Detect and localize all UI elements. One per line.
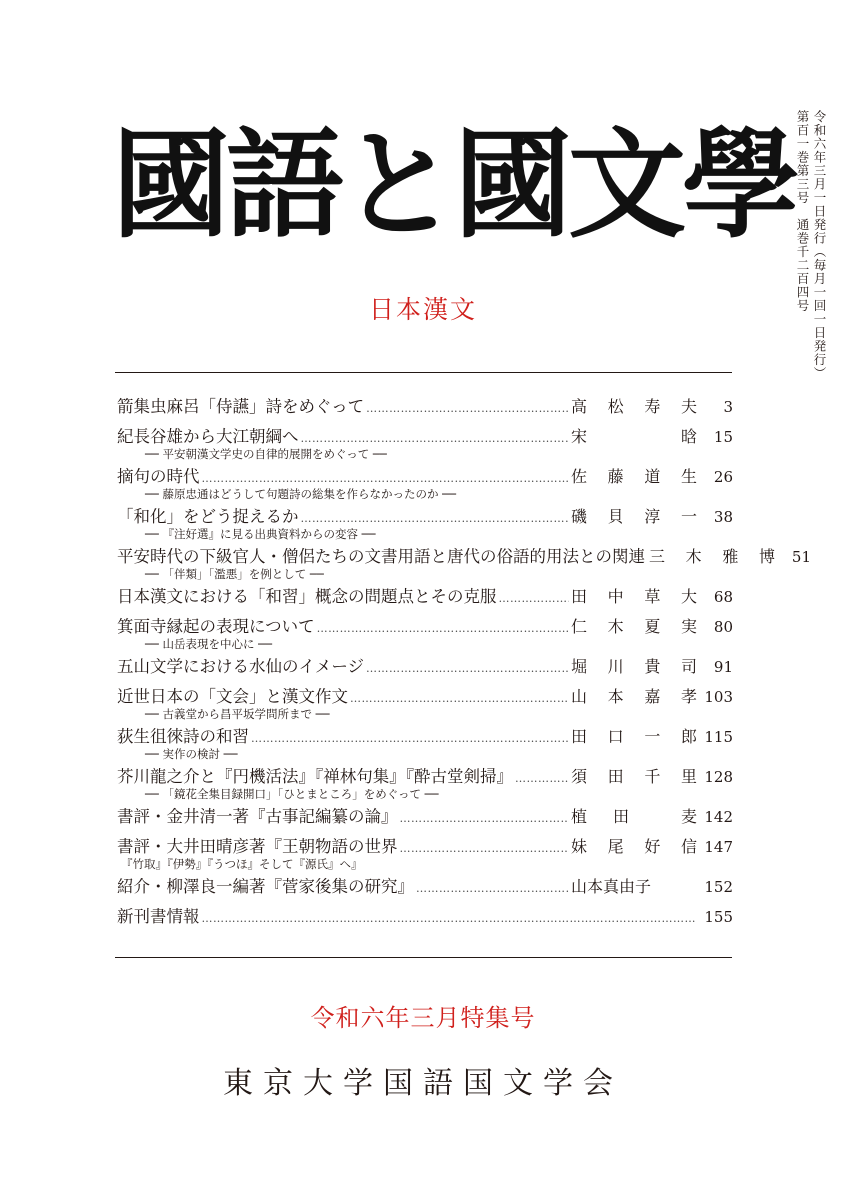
author-char: 堀	[571, 657, 588, 676]
toc-entry	[117, 653, 733, 683]
feature-issue-label: 令和六年三月特集号	[310, 1004, 536, 1032]
toc-entry	[117, 903, 733, 933]
toc-entry-author	[571, 763, 699, 790]
toc-entry-subtitle: 『竹取』『伊勢』『うつほ』そして『源氏』へ』	[121, 857, 363, 871]
author-char: 川	[607, 657, 624, 676]
toc-entry-title: 箕面寺縁起の表現について	[117, 617, 315, 636]
toc-entry-title: 「和化」をどう捉えるか	[117, 507, 299, 526]
author-char: 磯	[571, 507, 588, 526]
toc-entry-page: 91	[713, 658, 733, 676]
leader-dots	[499, 585, 570, 612]
toc-entry-subtitle: ── 山岳表現を中心に ──	[145, 637, 273, 651]
leader-dots	[366, 655, 569, 682]
toc-entry-author	[571, 683, 699, 710]
toc-entry-author	[649, 543, 777, 570]
author-char: 夫	[680, 397, 697, 416]
toc-entry-title: 箭集虫麻呂「侍讌」詩をめぐって	[117, 397, 365, 416]
author-char: 里	[680, 767, 697, 786]
toc-entry-line	[117, 613, 733, 640]
author-char: 郎	[680, 727, 697, 746]
toc-entry	[117, 723, 733, 763]
leader-dots	[251, 725, 569, 752]
author-char: 中	[607, 587, 624, 606]
toc-entry-author	[571, 423, 699, 450]
toc-entry-author	[571, 653, 699, 680]
toc-entry	[117, 463, 733, 503]
author-char: 貝	[607, 507, 624, 526]
toc-entry-page: 51	[791, 548, 811, 566]
toc-entry-author	[571, 803, 699, 830]
toc-entry	[117, 543, 811, 583]
author-char: 大	[680, 587, 697, 606]
author-char: 口	[607, 727, 624, 746]
publication-date-line: 令和六年三月一日発行（毎月一回一日発行）	[812, 110, 827, 380]
author-char: 木	[607, 617, 624, 636]
toc-entry-subtitle: ── 藤原忠通はどうして句題詩の総集を作らなかったのか ──	[145, 487, 457, 501]
toc-entry-author	[571, 503, 699, 530]
toc-entry-subtitle: ── 「伴類」「濫悪」を例として ──	[145, 567, 324, 581]
toc-entry-page: 115	[704, 728, 733, 746]
author-char: 田	[607, 767, 624, 786]
leader-dots	[366, 395, 569, 422]
toc-entry-author	[571, 583, 699, 610]
toc-entry-line	[117, 723, 733, 750]
toc-entry	[117, 833, 733, 873]
leader-dots	[416, 875, 569, 902]
author-char: 佐	[571, 467, 588, 486]
author-char: 生	[680, 467, 697, 486]
author-char: 須	[571, 767, 588, 786]
toc-entry-page: 38	[713, 508, 733, 526]
leader-dots	[515, 765, 569, 792]
toc-entry-line	[117, 393, 733, 420]
author-char: 寿	[644, 397, 661, 416]
toc-entry-page: 155	[704, 908, 733, 926]
author-char: 博	[758, 547, 775, 566]
journal-title: 國語と國文學	[112, 116, 797, 254]
author-char: 淳	[644, 507, 661, 526]
toc-entry-line	[117, 423, 733, 450]
toc-entry-line	[117, 903, 733, 930]
toc-entry	[117, 803, 733, 833]
toc-entry	[117, 503, 733, 543]
author-char: 嘉	[644, 687, 661, 706]
author-char: 田	[571, 587, 588, 606]
toc-entry-author	[571, 613, 699, 640]
author-char: 田	[571, 727, 588, 746]
author-char: 木	[685, 547, 702, 566]
toc-entry-line	[117, 653, 733, 680]
author-char: 晗	[680, 427, 697, 446]
author-char: 夏	[644, 617, 661, 636]
toc-entry-page: 15	[713, 428, 733, 446]
author-char: 山	[571, 687, 588, 706]
toc-entry	[117, 613, 733, 653]
toc-entry-line	[117, 543, 811, 570]
toc-entry	[117, 393, 733, 423]
author-char: 麦	[680, 807, 697, 826]
author-char: 好	[644, 837, 661, 856]
toc-entry-title: 近世日本の「文会」と漢文作文	[117, 687, 348, 706]
author-char: 雅	[722, 547, 739, 566]
toc-entry-title: 芥川龍之介と『円機活法』『禅林句集』『酔古堂剣掃』	[117, 767, 513, 786]
author-char: 貴	[644, 657, 661, 676]
toc-entry-line	[117, 683, 733, 710]
toc-entry-line	[117, 763, 733, 790]
toc-entry-title: 平安時代の下級官人・僧侶たちの文書用語と唐代の俗語的用法との関連	[117, 547, 645, 566]
toc-entry	[117, 423, 733, 463]
toc-entry	[117, 873, 733, 903]
toc-entry	[117, 763, 733, 803]
toc-entry-line	[117, 833, 733, 860]
leader-dots	[400, 835, 570, 862]
toc-entry-author	[571, 463, 699, 490]
divider-top	[115, 372, 732, 373]
toc-entry-page: 152	[704, 878, 733, 896]
author-char: 草	[644, 587, 661, 606]
toc-entry-author	[571, 723, 699, 750]
author-char: 田	[613, 807, 630, 826]
author-char: 高	[571, 397, 588, 416]
toc-entry	[117, 683, 733, 723]
leader-dots	[350, 685, 569, 712]
author-char: 司	[680, 657, 697, 676]
toc-entry-subtitle: ── 実作の検討 ──	[145, 747, 238, 761]
toc-entry-line	[117, 503, 733, 530]
toc-entry-page: 147	[704, 838, 733, 856]
author-char: 実	[680, 617, 697, 636]
toc-entry-line	[117, 803, 733, 830]
toc-entry-title: 紹介・柳澤良一編著『菅家後集の研究』	[117, 877, 414, 896]
divider-bottom	[115, 957, 732, 958]
author-char: 千	[644, 767, 661, 786]
leader-dots	[400, 805, 570, 832]
author-char: 妹	[571, 837, 588, 856]
toc-entry-author	[571, 873, 699, 900]
toc-entry-title: 五山文学における水仙のイメージ	[117, 657, 365, 676]
author-char: 信	[680, 837, 697, 856]
toc-entry-title: 日本漢文における「和習」概念の問題点とその克服	[117, 587, 497, 606]
author-char: 孝	[680, 687, 697, 706]
author-char: 仁	[571, 617, 588, 636]
toc-entry-author	[571, 393, 699, 420]
toc-entry-page: 26	[713, 468, 733, 486]
toc-entry-page: 3	[723, 398, 733, 416]
author-char: 藤	[607, 467, 624, 486]
author-char: 宋	[571, 427, 588, 446]
toc-entry-line	[117, 583, 733, 610]
toc-entry-line	[117, 873, 733, 900]
toc-entry-title: 紀長谷雄から大江朝綱へ	[117, 427, 299, 446]
toc-entry-subtitle: ── 平安朝漢文学史の自律的展開をめぐって ──	[145, 447, 387, 461]
toc-entry-title: 書評・金井清一著『古事記編纂の論』	[117, 807, 398, 826]
toc-entry-title: 荻生徂徠詩の和習	[117, 727, 249, 746]
toc-entry-subtitle: ── 「鏡花全集目録開口」「ひとまところ」をめぐって ──	[145, 787, 439, 801]
author-char: 道	[644, 467, 661, 486]
author-char: 一	[680, 507, 697, 526]
toc-entry-page: 128	[704, 768, 733, 786]
leader-dots	[202, 905, 698, 932]
toc-entry-page: 68	[713, 588, 733, 606]
author-char: 一	[644, 727, 661, 746]
toc-entry-title: 摘句の時代	[117, 467, 200, 486]
author-char: 三	[649, 547, 666, 566]
toc-entry-author	[571, 833, 699, 860]
publisher-name: 東京大学国語国文学会	[223, 1066, 623, 1101]
toc-entry-title: 書評・大井田晴彦著『王朝物語の世界	[117, 837, 398, 856]
table-of-contents	[117, 393, 811, 933]
author-char: 松	[607, 397, 624, 416]
toc-entry-subtitle: ── 古義堂から昌平坂学問所まで ──	[145, 707, 330, 721]
toc-entry-page: 103	[704, 688, 733, 706]
toc-entry-line	[117, 463, 733, 490]
volume-issue-line: 第百一巻第三号 通巻千二百四号	[795, 110, 810, 313]
toc-entry-subtitle: ── 『注好選』に見る出典資料からの変容 ──	[145, 527, 376, 541]
toc-entry-page: 142	[704, 808, 733, 826]
toc-entry	[117, 583, 733, 613]
leader-dots	[317, 615, 569, 642]
toc-entry-title: 新刊書情報	[117, 907, 200, 926]
author-char: 植	[571, 807, 588, 826]
author-char: 山本真由子	[571, 877, 652, 896]
publication-info	[794, 110, 828, 390]
author-char: 本	[607, 687, 624, 706]
toc-entry-page: 80	[713, 618, 733, 636]
author-char: 尾	[607, 837, 624, 856]
special-theme: 日本漢文	[368, 295, 477, 324]
